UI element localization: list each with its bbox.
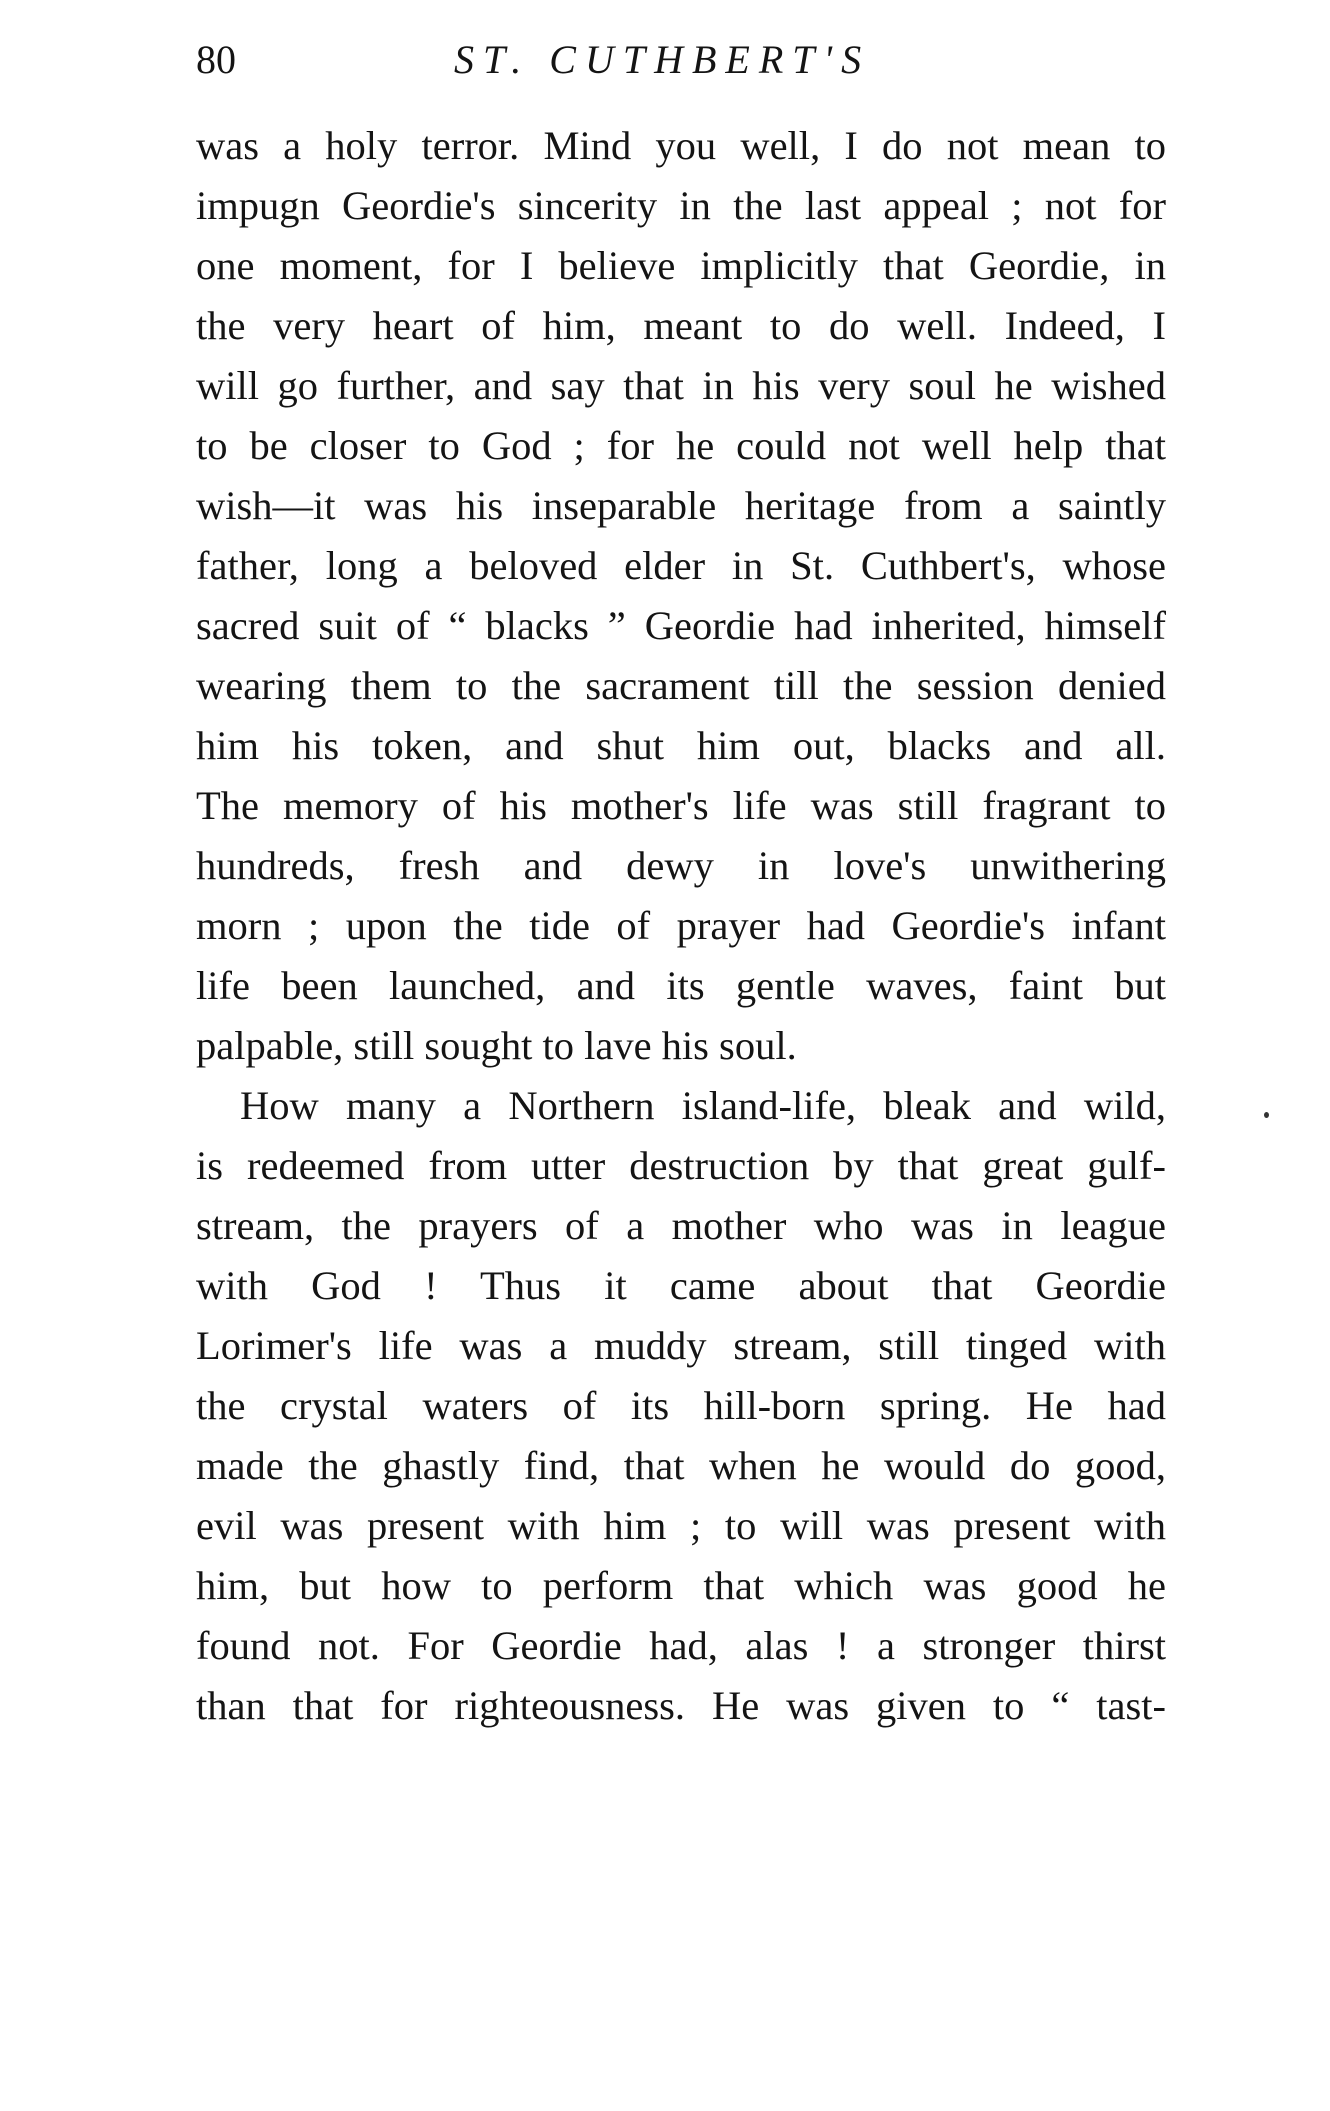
text-line: to be closer to God ; for he could not well help that: [196, 423, 1166, 468]
text-line: the very heart of him, meant to do well. Indeed, I: [196, 303, 1166, 348]
text-line: How many a Northern island-life, bleak and wild,: [240, 1083, 1166, 1128]
text-line: than that for righteousness. He was given to “ tast-: [196, 1683, 1166, 1728]
text-line: stream, the prayers of a mother who was in league: [196, 1203, 1166, 1248]
text-line: with God ! Thus it came about that Geordie: [196, 1263, 1166, 1308]
text-line: morn ; upon the tide of prayer had Geordie's infant: [196, 903, 1166, 948]
text-line: father, long a beloved elder in St. Cuthbert's, whose: [196, 543, 1166, 588]
text-line: is redeemed from utter destruction by that great gulf-: [196, 1143, 1166, 1188]
text-line: palpable, still sought to lave his soul.: [196, 1023, 797, 1068]
body-text: [196, 116, 1166, 1736]
text-line: him his token, and shut him out, blacks and all.: [196, 723, 1166, 768]
ink-speck: [1264, 1112, 1269, 1118]
running-head: [196, 30, 1196, 90]
text-line: was a holy terror. Mind you well, I do not mean to: [196, 123, 1166, 168]
text-line: wearing them to the sacrament till the session denied: [196, 663, 1166, 708]
text-line: evil was present with him ; to will was present with: [196, 1503, 1166, 1548]
text-line: impugn Geordie's sincerity in the last appeal ; not for: [196, 183, 1166, 228]
text-line: Lorimer's life was a muddy stream, still tinged with: [196, 1323, 1166, 1368]
text-line: will go further, and say that in his very soul he wished: [196, 363, 1166, 408]
text-line: found not. For Geordie had, alas ! a stronger thirst: [196, 1623, 1166, 1668]
text-line: life been launched, and its gentle waves, faint but: [196, 963, 1166, 1008]
text-line: the crystal waters of its hill-born spring. He had: [196, 1383, 1166, 1428]
text-line: made the ghastly find, that when he would do good,: [196, 1443, 1166, 1488]
text-line: wish—it was his inseparable heritage from a saintly: [196, 483, 1166, 528]
text-line: one moment, for I believe implicitly that Geordie, in: [196, 243, 1166, 288]
text-line: The memory of his mother's life was still fragrant to: [196, 783, 1166, 828]
text-line: sacred suit of “ blacks ” Geordie had inherited, himself: [196, 603, 1166, 648]
paragraph-1: [196, 116, 1166, 1076]
page-number: 80: [196, 37, 236, 82]
running-title: ST. CUTHBERT'S: [454, 37, 871, 82]
text-line: him, but how to perform that which was good he: [196, 1563, 1166, 1608]
paragraph-2: [196, 1076, 1166, 1736]
text-line: hundreds, fresh and dewy in love's unwithering: [196, 843, 1166, 888]
